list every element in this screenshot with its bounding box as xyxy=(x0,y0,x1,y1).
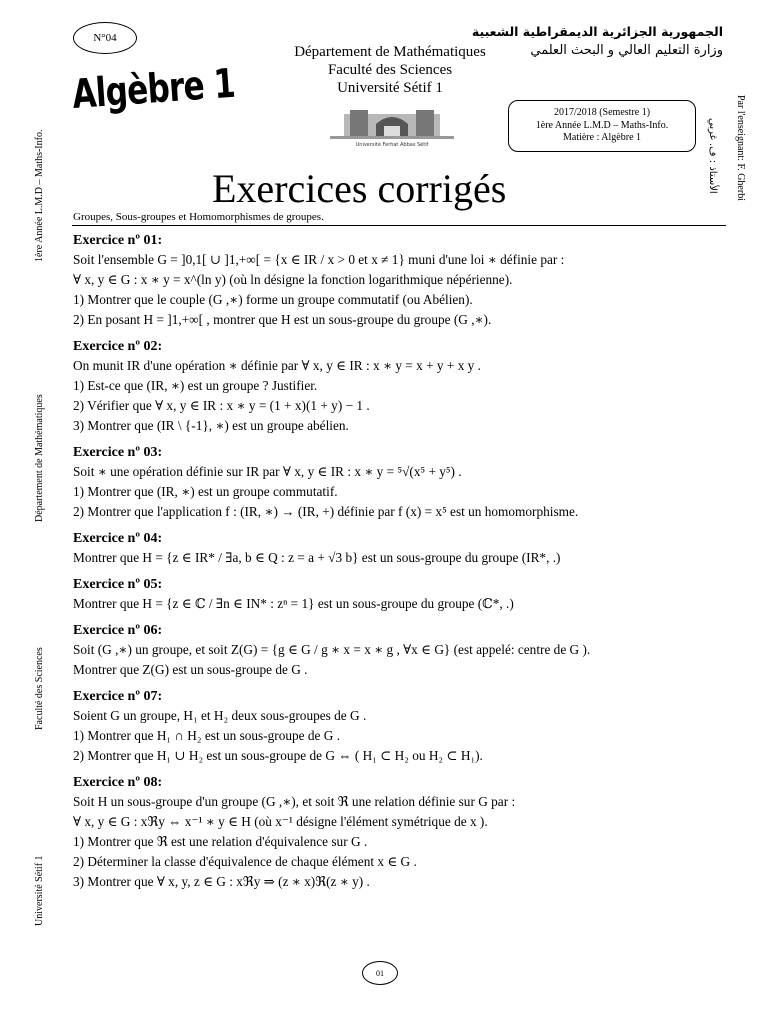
exercise-heading: Exercice nº 08: xyxy=(73,775,163,790)
margin-year: 1ère Année L.M.D – Maths-Info. xyxy=(34,129,45,262)
subject-name: Matière : Algèbre 1 xyxy=(562,132,642,144)
exercise-line: 3) Montrer que (IR \ {-1}, ∗) est un groupe abélien. xyxy=(73,418,349,433)
exercise-01 xyxy=(73,232,733,330)
exercise-line: Soit H un sous-groupe d'un groupe (G ,∗), et soit ℜ une relation définie sur G par : xyxy=(73,794,516,809)
exercise-heading: Exercice nº 01: xyxy=(73,233,163,248)
exercise-heading: Exercice nº 02: xyxy=(73,339,163,354)
exercise-03 xyxy=(73,444,733,522)
page-number-badge xyxy=(362,961,398,985)
exercise-line: 2) Vérifier que ∀ x, y ∈ IR : x ∗ y = (1 + x)(1 + y) − 1 . xyxy=(73,398,370,413)
exercise-line: Montrer que H = {z ∈ ℂ / ∃n ∈ IN* : zⁿ = 1} est un sous-groupe du groupe (ℂ*, .) xyxy=(73,596,514,611)
exercise-heading: Exercice nº 07: xyxy=(73,689,163,704)
exercise-line: 2) En posant H = ]1,+∞[ , montrer que H est un sous-groupe du groupe (G ,∗). xyxy=(73,312,492,327)
exercise-line: 2) Montrer que l'application f : (IR, ∗) → (IR, +) définie par f (x) = x⁵ est un homomorphisme. xyxy=(73,504,579,519)
university-name: Université Sétif 1 xyxy=(337,80,443,96)
department-name: Département de Mathématiques xyxy=(294,44,486,60)
document-number: N°04 xyxy=(93,32,117,44)
exercise-02 xyxy=(73,338,733,436)
margin-faculty: Faculté des Sciences xyxy=(34,647,45,730)
exercise-line: Soit (G ,∗) un groupe, et soit Z(G) = {g ∈ G / g ∗ x = x ∗ g , ∀x ∈ G} (est appelé: centre de G ). xyxy=(73,642,591,657)
arabic-republic-line: الجمهورية الجزائرية الديمقراطية الشعبية xyxy=(471,24,723,39)
title-divider xyxy=(72,225,726,226)
margin-university: Université Sétif 1 xyxy=(34,855,45,926)
arabic-header xyxy=(472,22,723,60)
exercise-line: ∀ x, y ∈ G : x ∗ y = x^(ln y) (où ln désigne la fonction logarithmique népérienne). xyxy=(73,272,513,287)
margin-teacher-arabic: الأستاذ : ف. غربي xyxy=(707,118,718,194)
exercise-line: 3) Montrer que ∀ x, y, z ∈ G : xℜy ⇒ (z ∗ x)ℜ(z ∗ y) . xyxy=(73,874,370,889)
exercise-line: Soient G un groupe, H₁ et H₂ deux sous-groupes de G . xyxy=(73,708,367,723)
exercise-line: 2) Déterminer la classe d'équivalence de chaque élément x ∈ G . xyxy=(73,854,417,869)
exercise-line: Montrer que H = {z ∈ IR* / ∃a, b ∈ Q : z = a + √3 b} est un sous-groupe du groupe (IR*, .) xyxy=(73,550,561,565)
course-info-box xyxy=(508,100,696,152)
exercise-heading: Exercice nº 05: xyxy=(73,577,163,592)
exercise-07 xyxy=(73,688,733,766)
academic-year: 2017/2018 (Semestre 1) xyxy=(553,107,651,119)
exercise-08 xyxy=(73,774,733,892)
page-subtitle: Groupes, Sous-groupes et Homomorphismes de groupes. xyxy=(73,211,324,223)
exercise-line: 1) Montrer que le couple (G ,∗) forme un groupe commutatif (ou Abélien). xyxy=(73,292,473,307)
margin-department: Département de Mathématiques xyxy=(34,394,45,522)
exercise-line: 2) Montrer que H₁ ∪ H₂ est un sous-groupe de G ⇔ ( H₁ ⊂ H₂ ou H₂ ⊂ H₁). xyxy=(73,748,483,763)
exercise-heading: Exercice nº 06: xyxy=(73,623,163,638)
exercise-list xyxy=(73,232,733,900)
exercise-heading: Exercice nº 03: xyxy=(73,445,163,460)
exercise-06 xyxy=(73,622,733,680)
faculty-name: Faculté des Sciences xyxy=(327,62,453,78)
document-number-badge xyxy=(73,22,137,54)
exercise-line: 1) Montrer que (IR, ∗) est un groupe commutatif. xyxy=(73,484,338,499)
study-level: 1ère Année L.M.D – Maths-Info. xyxy=(535,119,669,131)
exercise-line: Soit ∗ une opération définie sur IR par ∀ x, y ∈ IR : x ∗ y = ⁵√(x⁵ + y⁵) . xyxy=(73,464,462,479)
exercise-line: 1) Montrer que H₁ ∩ H₂ est un sous-groupe de G . xyxy=(73,728,341,743)
exercise-heading: Exercice nº 04: xyxy=(73,531,163,546)
exercise-line: Soit l'ensemble G = ]0,1[ ∪ ]1,+∞[ = {x ∈ IR / x > 0 et x ≠ 1} muni d'une loi ∗ définie par : xyxy=(73,252,565,267)
margin-teacher: Par l'enseignant: F. Gherbi xyxy=(735,95,746,201)
page-title: Exercices corrigés xyxy=(212,166,507,211)
exercise-line: Montrer que Z(G) est un sous-groupe de G . xyxy=(73,662,308,677)
university-logo xyxy=(330,106,454,148)
course-title: Algèbre 1 xyxy=(70,60,237,118)
exercise-line: On munit IR d'une opération ∗ définie par ∀ x, y ∈ IR : x ∗ y = x + y + x y . xyxy=(73,358,481,373)
logo-caption: Université Ferhat Abbas Sétif xyxy=(355,142,429,148)
page-number: 01 xyxy=(376,968,384,978)
arabic-ministry-line: وزارة التعليم العالي و البحث العلمي xyxy=(530,43,723,58)
exercise-line: ∀ x, y ∈ G : xℜy ⇔ x⁻¹ ∗ y ∈ H (où x⁻¹ désigne l'élément symétrique de x ). xyxy=(73,814,488,829)
exercise-05 xyxy=(73,576,733,614)
exercise-04 xyxy=(73,530,733,568)
exercise-line: 1) Est-ce que (IR, ∗) est un groupe ? Justifier. xyxy=(73,378,318,393)
exercise-line: 1) Montrer que ℜ est une relation d'équivalence sur G . xyxy=(73,834,368,849)
